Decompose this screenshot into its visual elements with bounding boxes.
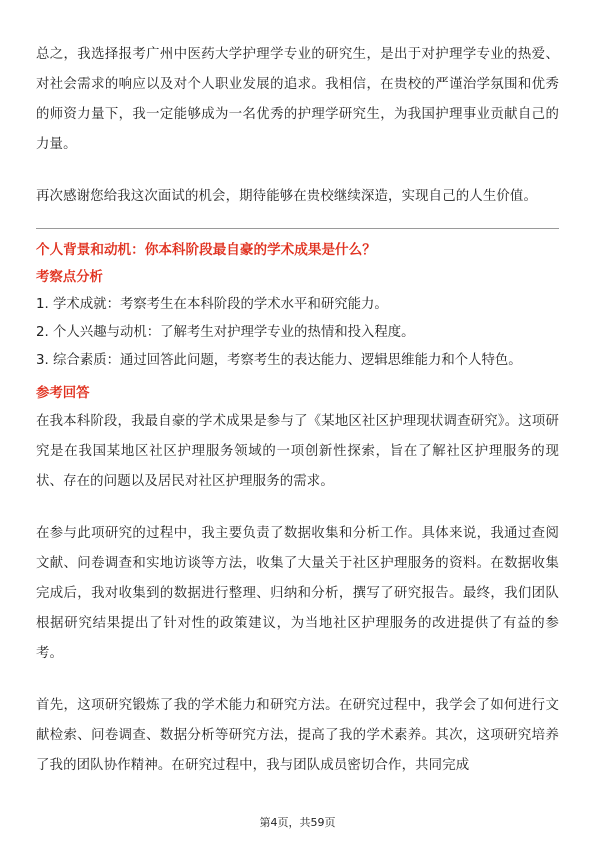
intro-paragraph-1: 总之，我选择报考广州中医药大学护理学专业的研究生，是出于对护理学专业的热爱、对社会需求的响应以及对个人职业发展的追求。我相信，在贵校的严谨治学氛围和优秀的师资力量下，我一定能够成为一名优秀的护理学研究生，为我国护理事业贡献自己的力量。	[36, 47, 559, 152]
page-content	[36, 40, 559, 781]
section-divider	[36, 228, 559, 229]
answer-paragraph-3: 首先，这项研究锻炼了我的学术能力和研究方法。在研究过程中，我学会了如何进行文献检索、问卷调查、数据分析等研究方法，提高了我的学术素养。其次，这项研究培养了我的团队协作精神。在研究过程中，我与团队成员密切合作，共同完成	[36, 698, 559, 773]
analysis-heading: 考察点分析	[36, 270, 103, 285]
page-number: 第4页，共59页	[259, 816, 336, 829]
intro-paragraph-2: 再次感谢您给我这次面试的机会，期待能够在贵校继续深造，实现自己的人生价值。	[36, 189, 538, 204]
analysis-item: 2. 个人兴趣与动机：了解考生对护理学专业的热情和投入程度。	[36, 325, 415, 340]
analysis-item: 1. 学术成就：考察考生在本科阶段的学术水平和研究能力。	[36, 297, 388, 312]
answer-paragraph-2: 在参与此项研究的过程中，我主要负责了数据收集和分析工作。具体来说，我通过查阅文献、问卷调查和实地访谈等方法，收集了大量关于社区护理服务的资料。在数据收集完成后，我对收集到的数据进行整理、归纳和分析，撰写了研究报告。最终，我们团队根据研究结果提出了针对性的政策建议，为当地社区护理服务的改进提供了有益的参考。	[36, 526, 559, 661]
question-title: 个人背景和动机：你本科阶段最自豪的学术成果是什么？	[36, 242, 376, 258]
answer-paragraph-1: 在我本科阶段，我最自豪的学术成果是参与了《某地区社区护理现状调查研究》。这项研究是在我国某地区社区护理服务领域的一项创新性探索，旨在了解社区护理服务的现状、存在的问题以及居民对社区护理服务的需求。	[36, 414, 559, 489]
analysis-item: 3. 综合素质：通过回答此问题，考察考生的表达能力、逻辑思维能力和个人特色。	[36, 353, 522, 368]
answer-heading: 参考回答	[36, 386, 90, 401]
